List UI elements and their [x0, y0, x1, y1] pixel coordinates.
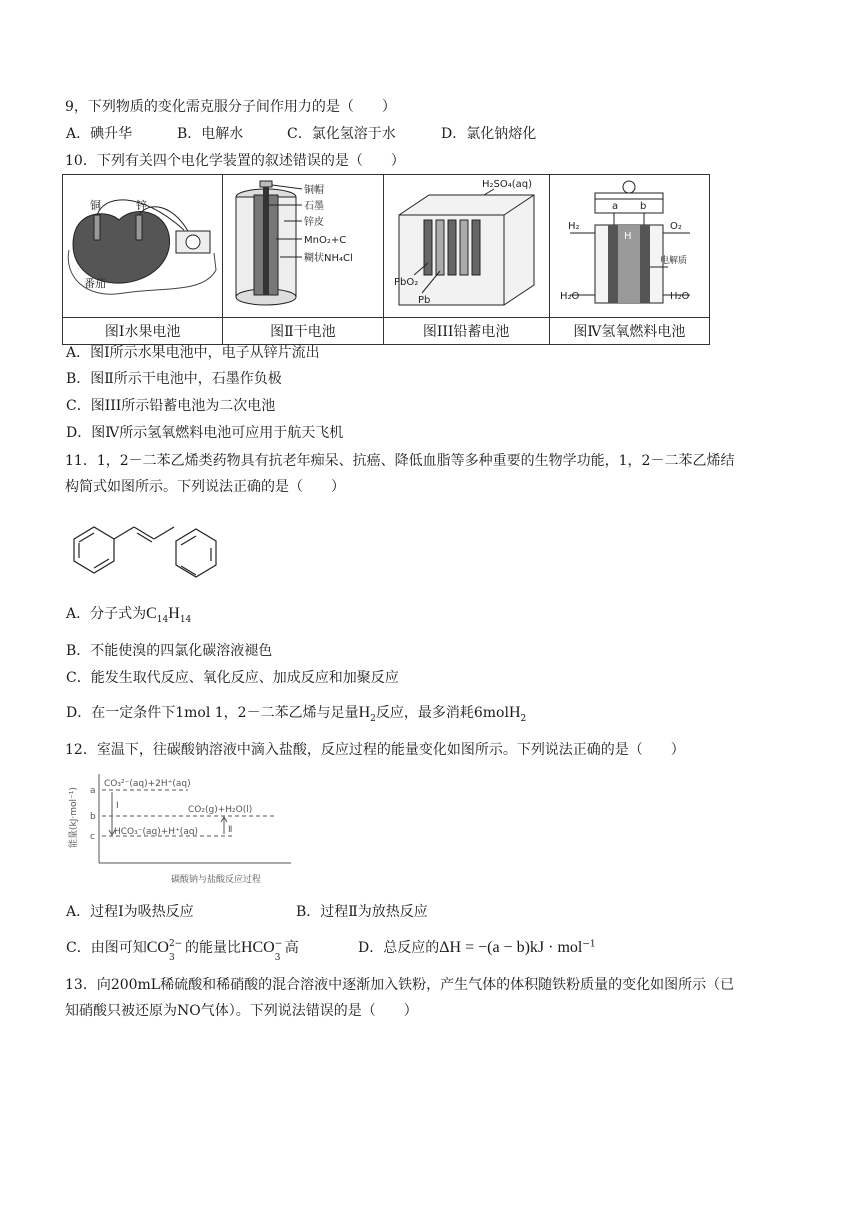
fig2-caption: 图Ⅱ干电池	[223, 318, 383, 345]
q11-option-c: C．能发生取代反应、氧化反应、加成反应和加聚反应	[66, 670, 399, 686]
level-c-label: c	[90, 832, 95, 842]
fruit-battery-illustration	[64, 175, 222, 313]
benzene-ring-left	[74, 527, 114, 573]
q10-option-c: C．图III所示铅蓄电池为二次电池	[66, 398, 276, 414]
q9-option-b: B．电解水	[177, 126, 244, 142]
fig4-b-label: b	[640, 201, 647, 212]
q13-line1: 13．向200mL稀硫酸和稀硝酸的混合溶液中逐渐加入铁粉，产生气体的体积随铁粉质量的变化如图所示（已	[65, 977, 735, 993]
q9-stem: 9，下列物质的变化需克服分子间作用力的是（ ）	[65, 99, 396, 115]
q9-option-a: A．碘升华	[66, 126, 133, 142]
fig2-cap-label: 铜帽	[303, 185, 324, 196]
step2-label: Ⅱ	[228, 825, 233, 835]
stilbene-structure	[66, 503, 246, 593]
fig3-pbo2-label: PbO₂	[394, 277, 419, 288]
fig3-lead-acid-battery	[383, 175, 549, 318]
q11-option-a: A．分子式为$C_{14}H_{14}$	[66, 605, 192, 625]
q11-stem-line1: 11．1，2－二苯乙烯类药物具有抗老年痴呆、抗癌、降低血脂等多种重要的生物学功能，1，2－二苯乙烯结	[65, 453, 735, 469]
fig1-copper-label: 铜	[89, 199, 101, 212]
q12-stem: 12．室温下，往碳酸钠溶液中滴入盐酸，反应过程的能量变化如图所示。下列说法正确的是（ ）	[65, 742, 685, 758]
species-a-label: CO₃²⁻(aq)+2H⁺(aq)	[104, 779, 191, 789]
lead-acid-illustration	[384, 175, 548, 313]
fig4-h2o-right-label: H₂O	[670, 291, 690, 302]
q12-option-c: C．由图可知CO 2− 3 的能量比HCO − 3 高	[66, 939, 299, 963]
fig2-nh4cl-label: 糊状NH₄Cl	[303, 253, 353, 264]
q9-option-d: D．氯化钠熔化	[441, 126, 537, 142]
q10-figure-table	[62, 174, 710, 345]
species-c-label: HCO₃⁻(aq)+H⁺(aq)	[114, 827, 199, 837]
fig4-h2-label: H₂	[568, 221, 580, 232]
fig2-mno2-label: MnO₂+C	[303, 235, 347, 246]
q11-option-d: D．在一定条件下1mol 1，2－二苯乙烯与足量$H_2$反应，最多消耗6molH$_2$	[66, 704, 527, 724]
fig3-caption: 图III铅蓄电池	[383, 318, 549, 345]
fig4-o2-label: O₂	[670, 221, 683, 232]
q10-stem: 10．下列有关四个电化学装置的叙述错误的是（ ）	[65, 153, 405, 169]
fig4-a-label: a	[612, 201, 619, 212]
fig4-h-label: H	[624, 231, 632, 242]
fuel-cell-illustration	[550, 175, 708, 313]
q12-option-b: B．过程Ⅱ为放热反应	[296, 904, 428, 920]
fig2-graphite-label: 石墨	[303, 201, 324, 212]
q9-option-c: C．氯化氢溶于水	[287, 126, 396, 142]
q10-option-a: A．图Ⅰ所示水果电池中，电子从锌片流出	[66, 345, 320, 361]
fig3-pb-label: Pb	[418, 295, 431, 306]
fig4-caption: 图Ⅳ氢氧燃料电池	[549, 318, 709, 345]
x-axis-label: 碳酸钠与盐酸反应过程	[171, 875, 262, 885]
fig2-dry-cell	[223, 175, 383, 318]
fig1-tomato-label: 番茄	[83, 277, 106, 290]
fig2-zinc-label: 锌皮	[303, 217, 324, 228]
fig3-acid-label: H₂SO₄(aq)	[482, 179, 533, 190]
energy-diagram	[66, 768, 306, 890]
species-b-label: CO₂(g)+H₂O(l)	[188, 805, 253, 815]
q12-option-a: A．过程Ⅰ为吸热反应	[66, 904, 194, 920]
q10-option-b: B．图Ⅱ所示干电池中，石墨作负极	[66, 371, 282, 387]
fig4-h2o-left-label: H₂O	[560, 291, 580, 302]
q13-line2: 知硝酸只被还原为NO气体）。下列说法错误的是（ ）	[65, 1003, 418, 1019]
bond	[114, 527, 134, 539]
fig1-fruit-battery	[63, 175, 223, 318]
level-a-label: a	[90, 786, 96, 796]
fig1-zinc-label: 锌	[135, 199, 147, 212]
q11-option-b: B．不能使溴的四氯化碳溶液褪色	[66, 643, 273, 659]
q11-stem-line2: 构简式如图所示。下列说法正确的是（ ）	[65, 479, 345, 495]
q10-option-d: D．图Ⅳ所示氢氧燃料电池可应用于航天飞机	[66, 425, 344, 441]
fig4-electrolyte-label: 电解质	[660, 256, 688, 266]
q12-option-d: D．总反应的ΔH = −(a − b)kJ · mol$^{-1}$	[358, 939, 596, 956]
step1-label: Ⅰ	[116, 801, 119, 811]
fig1-caption: 图Ⅰ水果电池	[63, 318, 223, 345]
y-axis-label: 能量(kJ·mol⁻¹)	[69, 787, 79, 848]
fig4-fuel-cell	[549, 175, 709, 318]
level-b-label: b	[90, 812, 96, 822]
dry-cell-illustration	[224, 175, 382, 313]
